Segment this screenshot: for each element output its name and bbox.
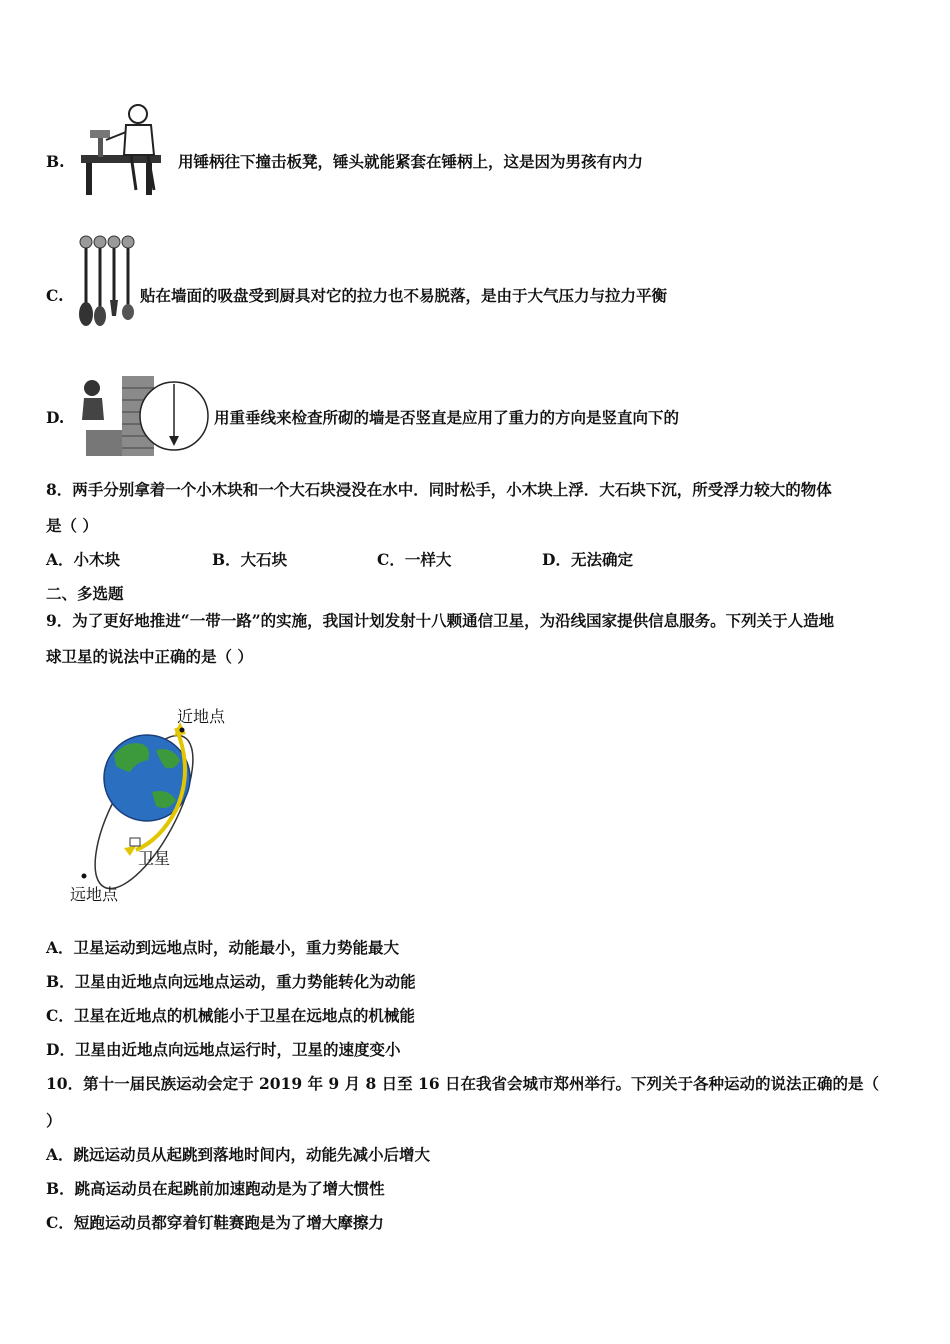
option-letter: B. [46,152,65,171]
perigee-label: 近地点 [177,707,226,726]
q7-option-b [46,152,72,172]
q8-option-c: C．一样大 [377,550,452,569]
q8-option-a: A．小木块 [46,550,121,569]
option-letter: C. [46,286,64,305]
satellite-label: 卫星 [138,849,171,868]
q9-option-d: D．卫星由近地点向远地点运行时，卫星的速度变小 [46,1040,401,1059]
suction-hooks-icon [76,234,138,330]
q8-option-b: B．大石块 [212,550,288,569]
q10-option-c: C．短跑运动员都穿着钉鞋赛跑是为了增大摩擦力 [46,1213,384,1232]
q7-option-c-text: 贴在墙面的吸盘受到厨具对它的拉力也不易脱落，是由于大气压力与拉力平衡 [140,286,668,305]
orbit-diagram [64,700,244,910]
option-letter: D. [46,408,65,427]
q8-option-d: D．无法确定 [542,550,633,569]
q8-options [0,550,950,570]
q10-stem-line1: 10．第十一届民族运动会定于 2019 年 9 月 8 日至 16 日在我省会城市郑州举行。下列关于各种运动的说法正确的是（ [46,1074,880,1093]
q10-option-b: B．跳高运动员在起跳前加速跑动是为了增大惯性 [46,1179,385,1198]
q7-option-b-text: 用锤柄往下撞击板凳，锤头就能紧套在锤柄上，这是因为男孩有内力 [178,152,644,171]
q8-stem-line1: 8．两手分别拿着一个小木块和一个大石块浸没在水中．同时松手，小木块上浮．大石块下沉，所受浮力较大的物体 [46,480,832,499]
q9-option-c: C．卫星在近地点的机械能小于卫星在远地点的机械能 [46,1006,415,1025]
q7-option-d [46,408,72,428]
q7-option-c [46,286,72,306]
q10-option-a: A．跳远运动员从起跳到落地时间内，动能先减小后增大 [46,1145,431,1164]
q9-option-a: A．卫星运动到远地点时，动能最小，重力势能最大 [46,938,400,957]
q9-option-b: B．卫星由近地点向远地点运动，重力势能转化为动能 [46,972,416,991]
satellite-icon [130,838,140,846]
apogee-label: 远地点 [70,885,119,904]
plumb-line-icon [76,370,212,460]
hammer-boy-icon [76,100,176,200]
section-heading: 二、多选题 [46,584,124,603]
q10-stem-line2: ） [46,1111,62,1130]
q8-stem-line2: 是（ ） [46,516,98,535]
satellite-orbit-figure [64,700,244,910]
q9-stem-line2: 球卫星的说法中正确的是（ ） [46,647,253,666]
q9-stem-line1: 9．为了更好地推进“一带一路”的实施，我国计划发射十八颗通信卫星，为沿线国家提供信息服务。下列关于人造地 [46,611,835,630]
q7-option-d-text: 用重垂线来检查所砌的墙是否竖直是应用了重力的方向是竖直向下的 [214,408,680,427]
